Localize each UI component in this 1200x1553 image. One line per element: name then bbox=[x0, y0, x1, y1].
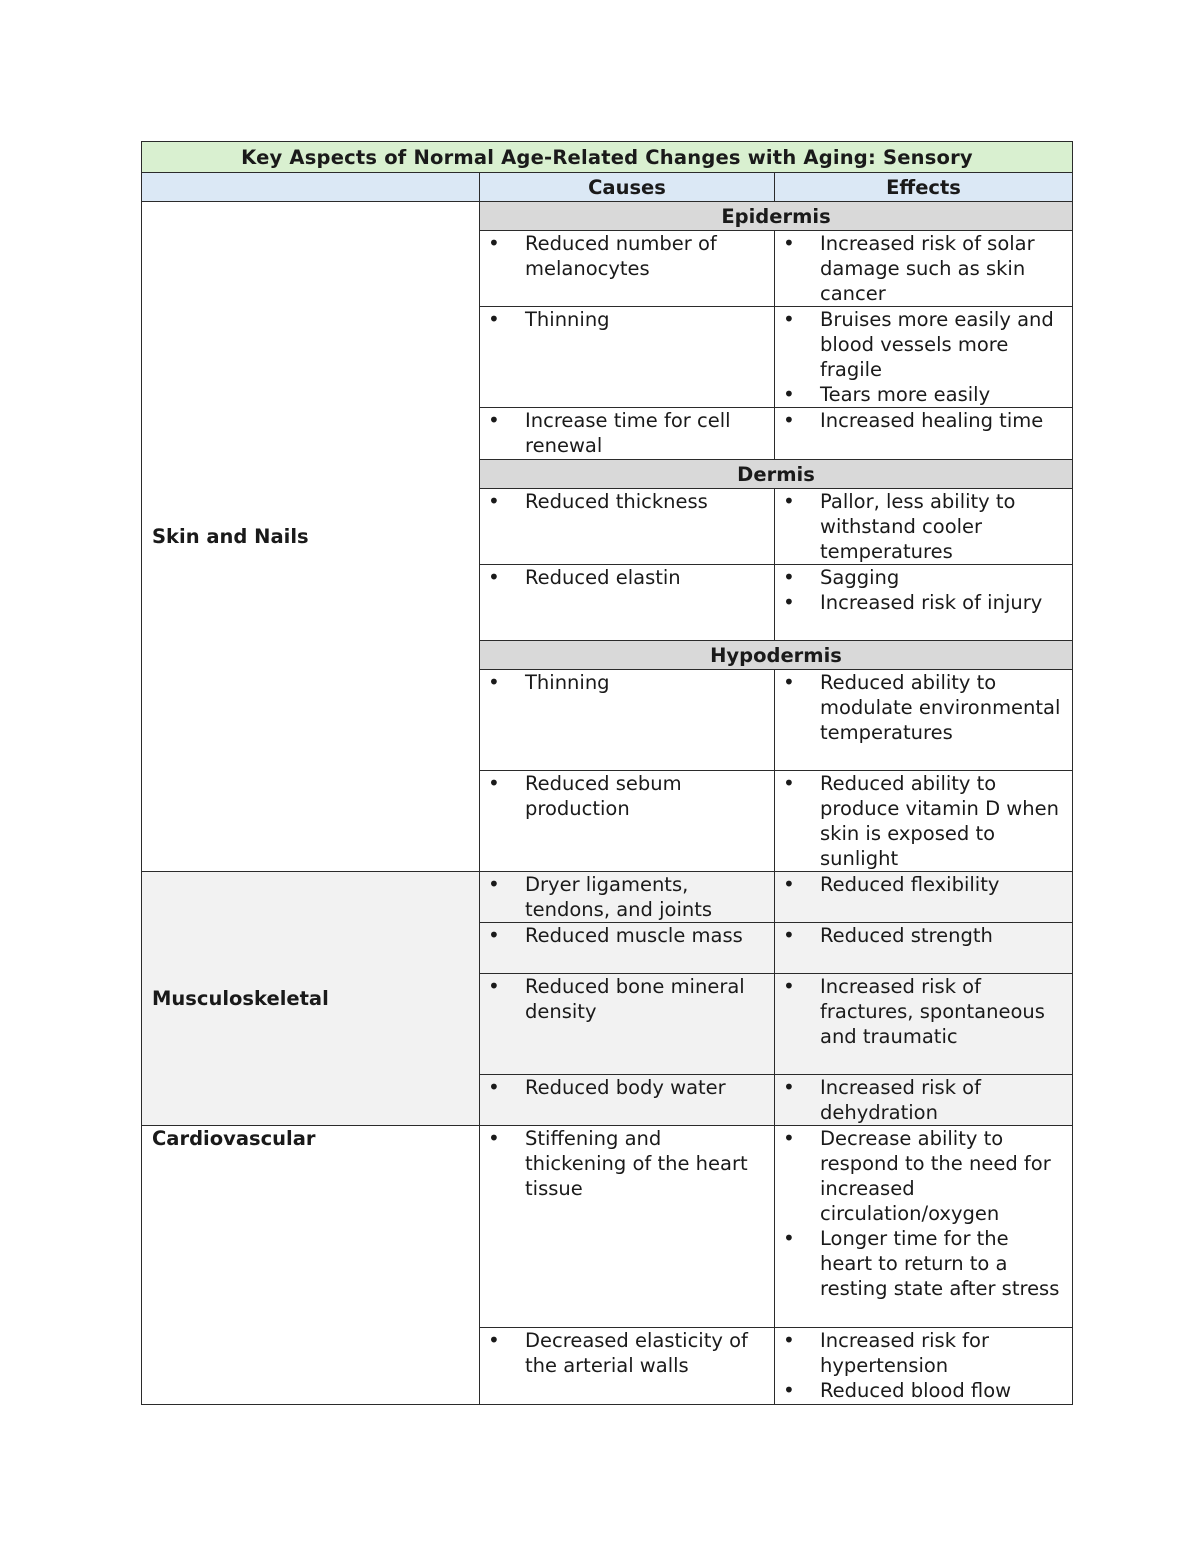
category-cardiovascular: Cardiovascular bbox=[142, 1126, 480, 1405]
bullet-item: • Reduced strength bbox=[775, 923, 1072, 948]
effects-cell bbox=[775, 1075, 1073, 1126]
causes-cell bbox=[480, 670, 775, 771]
effects-cell bbox=[775, 307, 1073, 408]
effects-list bbox=[775, 974, 1072, 1049]
bullet-item: • Reduced flexibility bbox=[775, 872, 1072, 897]
bullet-item: • Reduced bone mineral density bbox=[480, 974, 774, 1024]
causes-cell bbox=[480, 974, 775, 1075]
bullet-item: • Increased risk of injury bbox=[775, 590, 1072, 615]
causes-cell bbox=[480, 1075, 775, 1126]
causes-cell bbox=[480, 408, 775, 460]
causes-list bbox=[480, 1328, 774, 1378]
bullet-item: • Decrease ability to respond to the need for increased circulation/oxygen bbox=[775, 1126, 1072, 1226]
bullet-item: • Decreased elasticity of the arterial walls bbox=[480, 1328, 774, 1378]
effects-list bbox=[775, 771, 1072, 871]
causes-cell bbox=[480, 872, 775, 923]
header-causes: Causes bbox=[480, 173, 775, 202]
effects-cell bbox=[775, 489, 1073, 565]
effects-list bbox=[775, 408, 1072, 433]
bullet-item: • Bruises more easily and blood vessels more fragile bbox=[775, 307, 1072, 382]
category-musculoskeletal: Musculoskeletal bbox=[142, 872, 480, 1126]
table-row bbox=[142, 1126, 1073, 1328]
bullet-item: • Reduced blood flow bbox=[775, 1378, 1072, 1403]
bullet-item: • Reduced ability to modulate environmental temperatures bbox=[775, 670, 1072, 745]
bullet-item: • Increased healing time bbox=[775, 408, 1072, 433]
bullet-item: • Thinning bbox=[480, 307, 774, 332]
causes-list bbox=[480, 1126, 774, 1201]
bullet-item: • Increased risk of fractures, spontaneous and traumatic bbox=[775, 974, 1072, 1049]
bullet-item: • Increased risk for hypertension bbox=[775, 1328, 1072, 1378]
effects-list bbox=[775, 1075, 1072, 1125]
effects-list bbox=[775, 1328, 1072, 1403]
header-row bbox=[142, 173, 1073, 202]
causes-list bbox=[480, 231, 774, 281]
causes-cell bbox=[480, 1328, 775, 1405]
subheader-row bbox=[142, 202, 1073, 231]
header-effects: Effects bbox=[775, 173, 1073, 202]
title-row bbox=[142, 142, 1073, 173]
bullet-item: • Longer time for the heart to return to a resting state after stress bbox=[775, 1226, 1072, 1301]
causes-cell bbox=[480, 1126, 775, 1328]
bullet-item: • Tears more easily bbox=[775, 382, 1072, 407]
causes-list bbox=[480, 307, 774, 332]
effects-list bbox=[775, 872, 1072, 897]
causes-cell bbox=[480, 489, 775, 565]
effects-list bbox=[775, 307, 1072, 407]
bullet-item: • Thinning bbox=[480, 670, 774, 695]
effects-list bbox=[775, 1126, 1072, 1301]
causes-cell bbox=[480, 771, 775, 872]
causes-list bbox=[480, 872, 774, 922]
effects-list bbox=[775, 231, 1072, 306]
aging-changes-table bbox=[141, 141, 1073, 1405]
bullet-item: • Reduced muscle mass bbox=[480, 923, 774, 948]
table-title: Key Aspects of Normal Age-Related Changes with Aging: Sensory bbox=[142, 142, 1073, 173]
header-blank-cell bbox=[142, 173, 480, 202]
bullet-item: • Reduced sebum production bbox=[480, 771, 774, 821]
bullet-item: • Reduced ability to produce vitamin D when skin is exposed to sunlight bbox=[775, 771, 1072, 871]
causes-cell bbox=[480, 923, 775, 974]
causes-list bbox=[480, 771, 774, 821]
table-row bbox=[142, 872, 1073, 923]
subheader-hypodermis: Hypodermis bbox=[480, 641, 1073, 670]
effects-cell bbox=[775, 1126, 1073, 1328]
bullet-item: • Increase time for cell renewal bbox=[480, 408, 774, 458]
causes-cell bbox=[480, 307, 775, 408]
bullet-item: • Reduced elastin bbox=[480, 565, 774, 590]
causes-cell bbox=[480, 565, 775, 641]
causes-cell bbox=[480, 231, 775, 307]
effects-cell bbox=[775, 872, 1073, 923]
bullet-item: • Increased risk of dehydration bbox=[775, 1075, 1072, 1125]
effects-cell bbox=[775, 974, 1073, 1075]
effects-cell bbox=[775, 1328, 1073, 1405]
bullet-item: • Increased risk of solar damage such as skin cancer bbox=[775, 231, 1072, 306]
effects-list bbox=[775, 565, 1072, 615]
causes-list bbox=[480, 974, 774, 1024]
causes-list bbox=[480, 489, 774, 514]
effects-list bbox=[775, 923, 1072, 948]
subheader-dermis: Dermis bbox=[480, 460, 1073, 489]
bullet-item: • Pallor, less ability to withstand cooler temperatures bbox=[775, 489, 1072, 564]
causes-list bbox=[480, 565, 774, 590]
bullet-item: • Stiffening and thickening of the heart tissue bbox=[480, 1126, 774, 1201]
category-skin-and-nails: Skin and Nails bbox=[142, 202, 480, 872]
bullet-item: • Sagging bbox=[775, 565, 1072, 590]
causes-list bbox=[480, 923, 774, 948]
effects-cell bbox=[775, 670, 1073, 771]
bullet-item: • Dryer ligaments, tendons, and joints bbox=[480, 872, 774, 922]
effects-cell bbox=[775, 408, 1073, 460]
effects-list bbox=[775, 670, 1072, 745]
effects-cell bbox=[775, 923, 1073, 974]
effects-list bbox=[775, 489, 1072, 564]
effects-cell bbox=[775, 231, 1073, 307]
causes-list bbox=[480, 1075, 774, 1100]
bullet-item: • Reduced thickness bbox=[480, 489, 774, 514]
effects-cell bbox=[775, 565, 1073, 641]
bullet-item: • Reduced number of melanocytes bbox=[480, 231, 774, 281]
causes-list bbox=[480, 408, 774, 458]
bullet-item: • Reduced body water bbox=[480, 1075, 774, 1100]
subheader-epidermis: Epidermis bbox=[480, 202, 1073, 231]
effects-cell bbox=[775, 771, 1073, 872]
causes-list bbox=[480, 670, 774, 695]
